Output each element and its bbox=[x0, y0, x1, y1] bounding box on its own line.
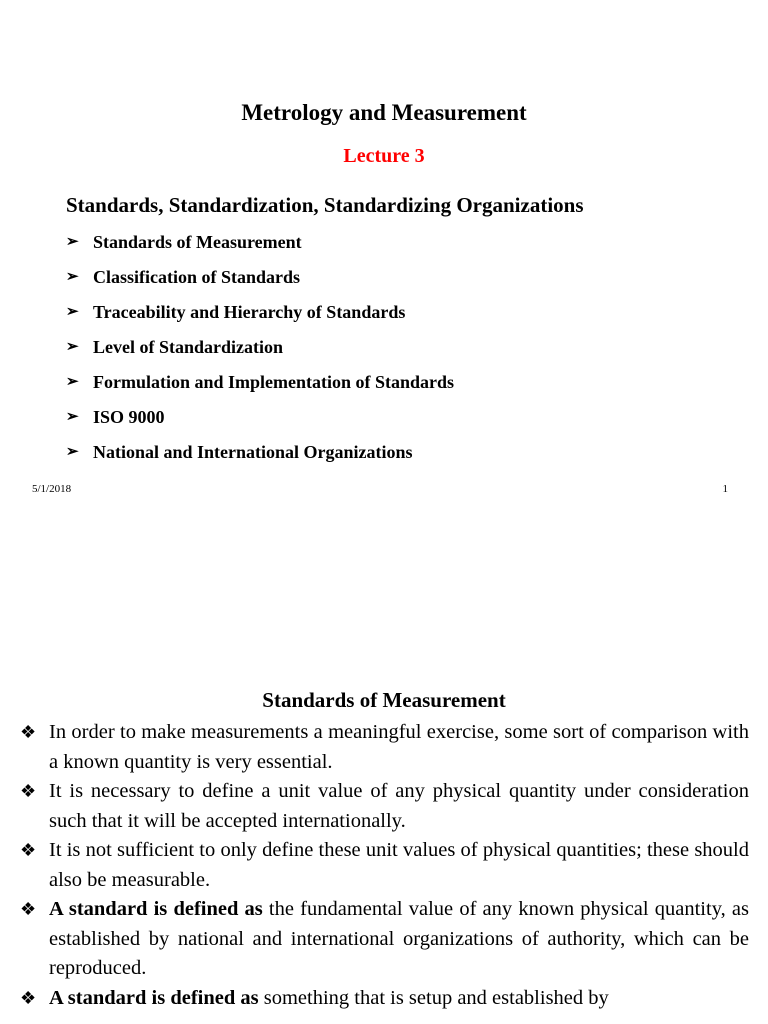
topic-label: Classification of Standards bbox=[93, 267, 301, 287]
topic-item bbox=[66, 369, 454, 404]
topic-label: ISO 9000 bbox=[93, 407, 165, 427]
bullet-body: In order to make measurements a meaningful exercise, some sort of comparison with a known quantity is very essential. bbox=[49, 721, 749, 773]
arrow-bullet-icon: ➢ bbox=[66, 444, 79, 460]
lecture-subtitle: Lecture 3 bbox=[343, 145, 425, 167]
bullet-body: It is not sufficient to only define these unit values of physical quantities; these should also be measurable. bbox=[49, 839, 749, 891]
bullet-body: It is necessary to define a unit value of any physical quantity under consideration such that it will be accepted internationally. bbox=[49, 780, 749, 832]
footer-date: 5/1/2018 bbox=[32, 483, 72, 495]
topic-item bbox=[66, 264, 454, 299]
bullet-item bbox=[20, 836, 749, 895]
arrow-bullet-icon: ➢ bbox=[66, 374, 79, 390]
topic-label: Level of Standardization bbox=[93, 337, 284, 357]
slide-1 bbox=[0, 0, 768, 510]
bullet-bold-lead: A standard is defined as bbox=[49, 986, 259, 1009]
diamond-bullet-icon: ❖ bbox=[20, 781, 37, 801]
slide-2 bbox=[0, 676, 768, 1024]
arrow-bullet-icon: ➢ bbox=[66, 269, 79, 285]
arrow-bullet-icon: ➢ bbox=[66, 234, 79, 250]
topic-item bbox=[66, 334, 454, 369]
topic-item bbox=[66, 229, 454, 264]
bullet-body: something that is setup and established by bbox=[258, 986, 609, 1009]
section-heading: Standards, Standardization, Standardizing Organizations bbox=[66, 193, 584, 217]
arrow-bullet-icon: ➢ bbox=[66, 409, 79, 425]
slide-title: Metrology and Measurement bbox=[241, 100, 527, 125]
bullet-text bbox=[49, 777, 749, 836]
bullet-bold-lead: A standard is defined as bbox=[49, 898, 263, 920]
diamond-bullet-icon: ❖ bbox=[20, 987, 37, 1008]
bullet-text bbox=[49, 718, 749, 777]
bullet-text bbox=[49, 836, 749, 895]
topic-label: Traceability and Hierarchy of Standards bbox=[93, 302, 406, 322]
bullet-body: the fundamental value of any known physical quantity, as established by national and international organizations of authority, which can be reproduced. bbox=[49, 898, 749, 979]
arrow-bullet-icon: ➢ bbox=[66, 339, 79, 355]
diamond-bullet-icon: ❖ bbox=[20, 899, 37, 919]
bullet-item bbox=[20, 777, 749, 836]
arrow-bullet-icon: ➢ bbox=[66, 304, 79, 320]
page-number: 1 bbox=[722, 483, 728, 495]
bullet-item bbox=[20, 895, 749, 984]
topic-item bbox=[66, 404, 454, 439]
bullet-text bbox=[49, 895, 749, 984]
diamond-bullet-icon: ❖ bbox=[20, 722, 37, 742]
topic-label: Formulation and Implementation of Standards bbox=[93, 372, 455, 392]
topic-label: Standards of Measurement bbox=[93, 232, 302, 252]
topic-label: National and International Organizations bbox=[93, 442, 413, 462]
bullet-text bbox=[49, 984, 749, 1014]
bullet-item bbox=[20, 718, 749, 777]
bullet-item bbox=[20, 984, 749, 1014]
topic-item bbox=[66, 299, 454, 334]
topic-list bbox=[66, 229, 454, 474]
slide-title: Standards of Measurement bbox=[262, 688, 506, 712]
diamond-bullet-icon: ❖ bbox=[20, 840, 37, 860]
topic-item bbox=[66, 439, 454, 474]
bullet-list bbox=[20, 718, 749, 1013]
